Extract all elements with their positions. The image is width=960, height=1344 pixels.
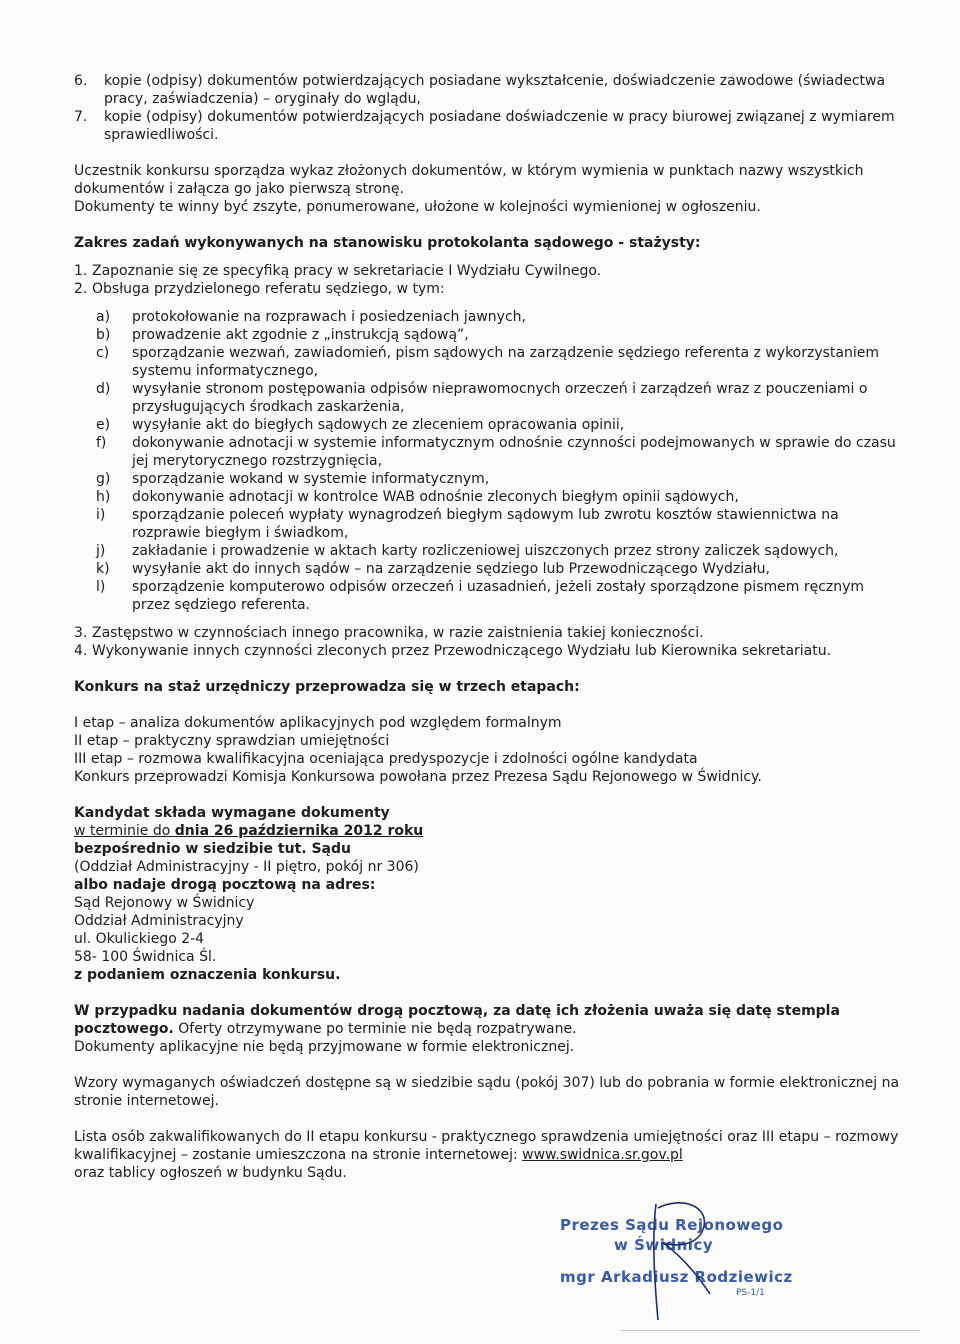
submission-deadline: w terminie do dnia 26 października 2012 roku — [74, 823, 424, 839]
stamp-line-3: mgr Arkadiusz Rodziewicz — [560, 1268, 793, 1286]
stamp-line-2: w Świdnicy — [614, 1236, 714, 1254]
website-link[interactable]: www.swidnica.sr.gov.pl — [522, 1147, 683, 1163]
task-item — [74, 642, 900, 660]
subtask-item: l) sporządzenie komputerowo odpisów orzeczeń i uzasadnień, jeżeli zostały sporządzone pismem ręcznym przez sędziego referenta. — [96, 579, 865, 613]
stage-1: I etap – analiza dokumentów aplikacyjnych pod względem formalnym — [74, 715, 562, 731]
list-paragraph-end: oraz tablicy ogłoszeń w budynku Sądu. — [74, 1165, 347, 1181]
item-text: kopie (odpisy) dokumentów potwierdzających posiadane wykształcenie, doświadczenie zawodowe (świadectwa pracy, zaświadczenia) – oryginały do wglądu, — [104, 73, 886, 107]
submission-by-post: albo nadaje drogą pocztową na adres: — [74, 877, 376, 893]
footer-rule — [620, 1330, 920, 1331]
address-line-2: Oddział Administracyjny — [74, 913, 244, 929]
submission-in-person: bezpośrednio w siedzibie tut. Sądu — [74, 841, 351, 857]
subtask-item: b) prowadzenie akt zgodnie z „instrukcją sądową”, — [96, 327, 469, 343]
stamp-line-1: Prezes Sądu Rejonowego — [560, 1216, 784, 1234]
address-line-3: ul. Okulickiego 2-4 — [74, 931, 205, 947]
paragraph-document-order: Dokumenty te winny być zszyte, ponumerowane, ułożone w kolejności wymienionej w ogłoszeniu. — [74, 199, 761, 215]
list-item-7 — [74, 108, 900, 144]
electronic-note: Dokumenty aplikacyjne nie będą przyjmowane w formie elektronicznej. — [74, 1039, 575, 1055]
forms-paragraph: Wzory wymaganych oświadczeń dostępne są w siedzibie sądu (pokój 307) lub do pobrania w formie elektronicznej na stronie internetowej. — [74, 1075, 900, 1109]
commission-note: Konkurs przeprowadzi Komisja Konkursowa powołana przez Prezesa Sądu Rejonowego w Świdnicy. — [74, 769, 762, 785]
subtask-item: i) sporządzanie poleceń wypłaty wynagrodzeń biegłym sądowym lub zwrotu kosztów stawiennictwa na rozprawie biegłym i świadkom, — [96, 507, 839, 541]
stage-2: II etap – praktyczny sprawdzian umiejętności — [74, 733, 390, 749]
list-item-6 — [74, 72, 900, 108]
item-number: 6. — [74, 73, 88, 89]
stages-heading: Konkurs na staż urzędniczy przeprowadza się w trzech etapach: — [74, 679, 580, 695]
task-number: 4. — [74, 643, 88, 659]
list-paragraph: Lista osób zakwalifikowanych do II etapu konkursu - praktycznego sprawdzenia umiejętności oraz III etapu – rozmowy kwalifikacyjnej – zostanie umieszczona na stronie internetowej: www.swidnica.sr.gov.pl — [74, 1129, 899, 1163]
handwritten-signature — [612, 1196, 722, 1326]
subtask-item: f) dokonywanie adnotacji w systemie informatycznym odnośnie czynności podejmowanych w sprawie do czasu jej merytorycznego rozstrzygnięcia, — [96, 435, 896, 469]
task-text: Wykonywanie innych czynności zleconych przez Przewodniczącego Wydziału lub Kierownika sekretariatu. — [92, 643, 832, 659]
tasks-heading: Zakres zadań wykonywanych na stanowisku protokolanta sądowego - stażysty: — [74, 235, 701, 251]
item-text: kopie (odpisy) dokumentów potwierdzających posiadane doświadczenie w pracy biurowej związanej z wymiarem sprawiedliwości. — [104, 109, 895, 143]
task-text: Obsługa przydzielonego referatu sędziego, w tym: — [92, 281, 445, 297]
task-number: 3. — [74, 625, 88, 641]
address-line-1: Sąd Rejonowy w Świdnicy — [74, 895, 255, 911]
subtask-item: e) wysyłanie akt do biegłych sądowych ze zleceniem opracowania opinii, — [96, 417, 625, 433]
address-line-4: 58- 100 Świdnica Śl. — [74, 949, 217, 965]
paragraph-document-list: Uczestnik konkursu sporządza wykaz złożonych dokumentów, w którym wymienia w punktach nazwy wszystkich dokumentów i załącza go jako pierwszą stronę. — [74, 163, 864, 197]
task-number: 1. — [74, 263, 88, 279]
task-item — [74, 262, 900, 280]
postal-paragraph: W przypadku nadania dokumentów drogą pocztową, za datę ich złożenia uważa się datę stempla pocztowego. Oferty otrzymywane po terminie nie będą rozpatrywane. — [74, 1003, 840, 1037]
submission-note: z podaniem oznaczenia konkursu. — [74, 967, 341, 983]
task-text: Zastępstwo w czynnościach innego pracownika, w razie zaistnienia takiej konieczności. — [92, 625, 704, 641]
stage-3: III etap – rozmowa kwalifikacyjna oceniająca predyspozycje i zdolności ogólne kandydata — [74, 751, 698, 767]
submission-block — [74, 804, 900, 984]
item-number: 7. — [74, 109, 88, 125]
subtask-item: k) wysyłanie akt do innych sądów – na zarządzenie sędziego lub Przewodniczącego Wydziału, — [96, 561, 770, 577]
subtask-item: a) protokołowanie na rozprawach i posiedzeniach jawnych, — [96, 309, 526, 325]
subtask-item: h) dokonywanie adnotacji w kontrolce WAB odnośnie zleconych biegłym opinii sądowych, — [96, 489, 739, 505]
subtask-item: c) sporządzanie wezwań, zawiadomień, pism sądowych na zarządzenie sędziego referenta z wykorzystaniem systemu informatycznego, — [96, 345, 880, 379]
submission-office: (Oddział Administracyjny - II piętro, pokój nr 306) — [74, 859, 419, 875]
subtask-item: d) wysyłanie stronom postępowania odpisów nieprawomocnych orzeczeń i zarządzeń wraz z pouczeniami o przysługujących środkach zaskarżenia, — [96, 381, 868, 415]
subtask-item: j) zakładanie i prowadzenie w aktach karty rozliczeniowej uiszczonych przez strony zaliczek sądowych, — [96, 543, 839, 559]
subtask-list — [74, 308, 900, 614]
task-item — [74, 624, 900, 642]
stamp-code: PS-1/1 — [736, 1288, 765, 1298]
submission-title: Kandydat składa wymagane dokumenty — [74, 805, 390, 821]
task-text: Zapoznanie się ze specyfiką pracy w sekretariacie I Wydziału Cywilnego. — [92, 263, 602, 279]
subtask-item: g) sporządzanie wokand w systemie informatycznym, — [96, 471, 490, 487]
task-number: 2. — [74, 281, 88, 297]
task-item — [74, 280, 900, 298]
